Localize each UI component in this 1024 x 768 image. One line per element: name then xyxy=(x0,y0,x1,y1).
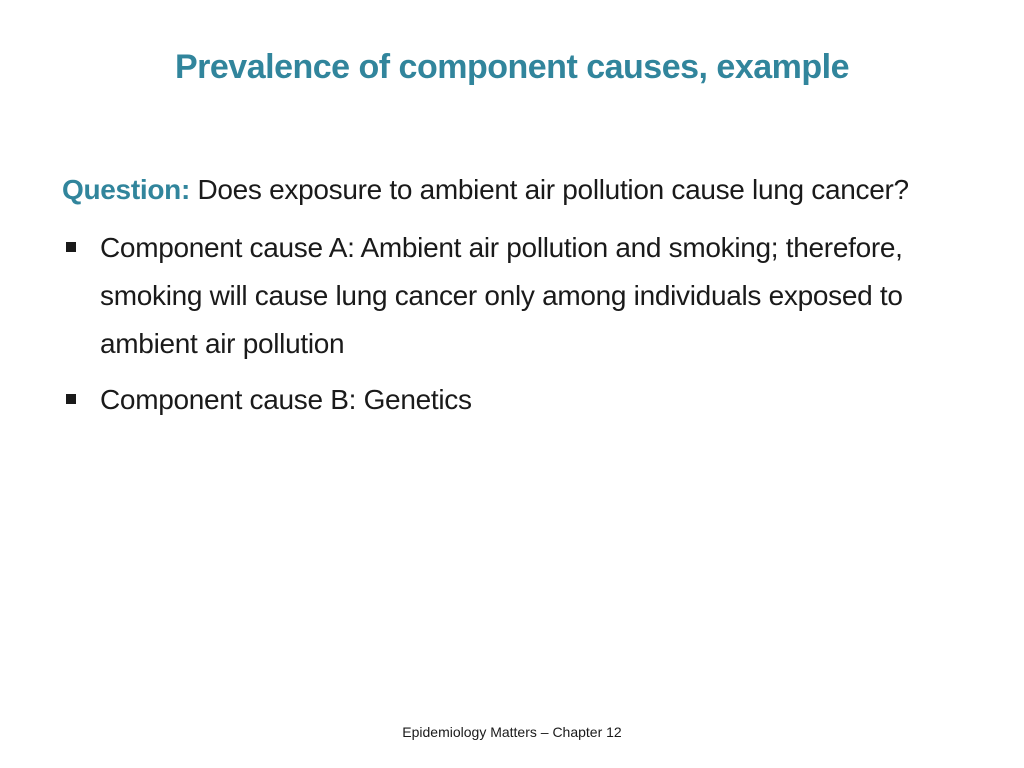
slide-title: Prevalence of component causes, example xyxy=(174,48,849,86)
square-bullet-icon xyxy=(66,394,76,404)
question-label: Question: xyxy=(62,174,190,205)
bullet-text: Component cause B: Genetics xyxy=(100,384,472,415)
slide-footer: Epidemiology Matters – Chapter 12 xyxy=(402,724,622,740)
bullet-list xyxy=(62,224,962,424)
slide-content xyxy=(62,166,962,432)
square-bullet-icon xyxy=(66,242,76,252)
question-paragraph xyxy=(62,166,962,214)
bullet-item-component-b xyxy=(62,376,962,424)
bullet-item-component-a xyxy=(62,224,962,368)
question-text: Does exposure to ambient air pollution cause lung cancer? xyxy=(197,174,909,205)
bullet-text: Component cause A: Ambient air pollution and smoking; therefore, smoking will cause lung cancer only among individuals exposed to ambient air pollution xyxy=(100,232,903,359)
